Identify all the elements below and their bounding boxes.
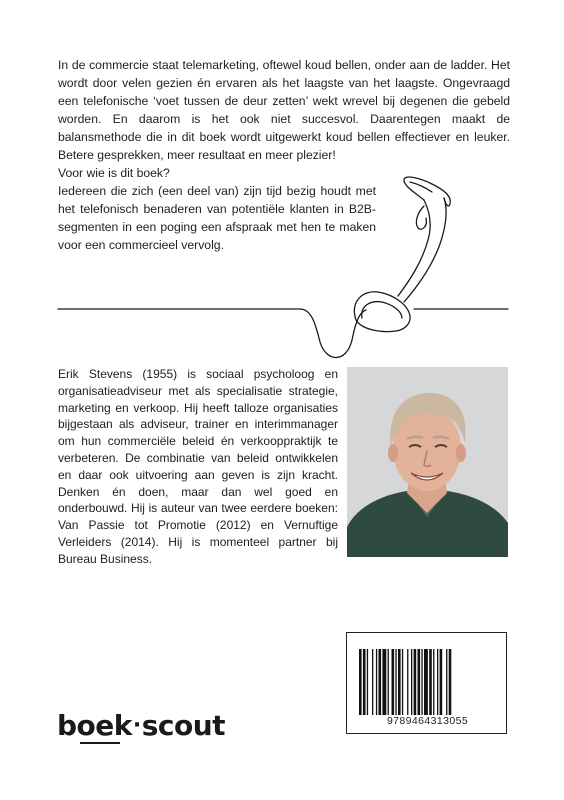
barcode bbox=[346, 632, 507, 734]
barcode-bar bbox=[433, 649, 434, 715]
barcode-bars bbox=[359, 649, 495, 715]
author-bio: Erik Stevens (1955) is sociaal psycholoog en organisatieadviseur met als specialisatie strategie, marketing en verkoop. Hij heeft talloze organisaties bijgestaan als adviseur, trainer en interimmanager om hun commerciële beleid én verkooppraktijk te verbeteren. De combinatie van beleid ontwikkelen en daar ook uitvoering aan geven is zijn kracht. Denken én doen, maar dan wel goed en onderbouwd. Hij is auteur van twee eerdere boeken: Van Passie tot Promotie (2012) en Vernuftige Verleiders (2014). Hij is momenteel partner bij Bureau Business. bbox=[58, 367, 338, 566]
barcode-bar bbox=[379, 649, 382, 715]
barcode-bar bbox=[398, 649, 401, 715]
barcode-bar bbox=[449, 649, 452, 715]
barcode-bar bbox=[367, 649, 368, 715]
logo-part-scout: scout bbox=[141, 709, 226, 742]
intro-paragraph: In de commercie staat telemarketing, oftewel koud bellen, onder aan de ladder. Het wordt door velen gezien én ervaren als het laagste van het laagste. Ongevraagd een telefonische ‘voet tussen de deur zetten’ wekt wrevel bij degenen die gebeld worden. En daarom is het ook niet succesvol. Daarentegen maakt de balansmethode die in dit boek wordt uitgewerkt koud bellen effectiever en leuker. Betere gesprekken, meer resultaat en meer plezier! bbox=[58, 58, 510, 162]
barcode-bar bbox=[407, 649, 408, 715]
barcode-bar bbox=[414, 649, 417, 715]
barcode-bar bbox=[392, 649, 395, 715]
isbn-number: 9789464313055 bbox=[386, 715, 469, 727]
barcode-bar bbox=[376, 649, 377, 715]
audience-question: Voor wie is dit boek? bbox=[58, 166, 170, 180]
logo-part-boek: boek bbox=[57, 709, 132, 742]
barcode-bar bbox=[388, 649, 389, 715]
logo-underline bbox=[80, 742, 120, 744]
barcode-bar bbox=[372, 649, 373, 715]
barcode-bar bbox=[418, 649, 421, 715]
barcode-bar bbox=[437, 649, 438, 715]
barcode-bar bbox=[363, 649, 366, 715]
barcode-bar bbox=[402, 649, 403, 715]
author-photo bbox=[347, 367, 508, 557]
logo-dot: · bbox=[132, 713, 141, 738]
barcode-bar bbox=[424, 649, 428, 715]
barcode-bar bbox=[395, 649, 396, 715]
barcode-bar bbox=[446, 649, 447, 715]
barcode-bar bbox=[359, 649, 362, 715]
barcode-bar bbox=[421, 649, 422, 715]
barcode-bar bbox=[429, 649, 432, 715]
audience-paragraph: Iedereen die zich (een deel van) zijn tijd bezig houdt met het telefonisch benaderen van potentiële klanten in B2B-segmenten in een poging een afspraak met hen te maken voor een commercieel vervolg. bbox=[58, 184, 376, 252]
publisher-logo bbox=[57, 709, 225, 742]
barcode-bar bbox=[382, 649, 386, 715]
barcode-bar bbox=[440, 649, 443, 715]
barcode-bar bbox=[411, 649, 412, 715]
